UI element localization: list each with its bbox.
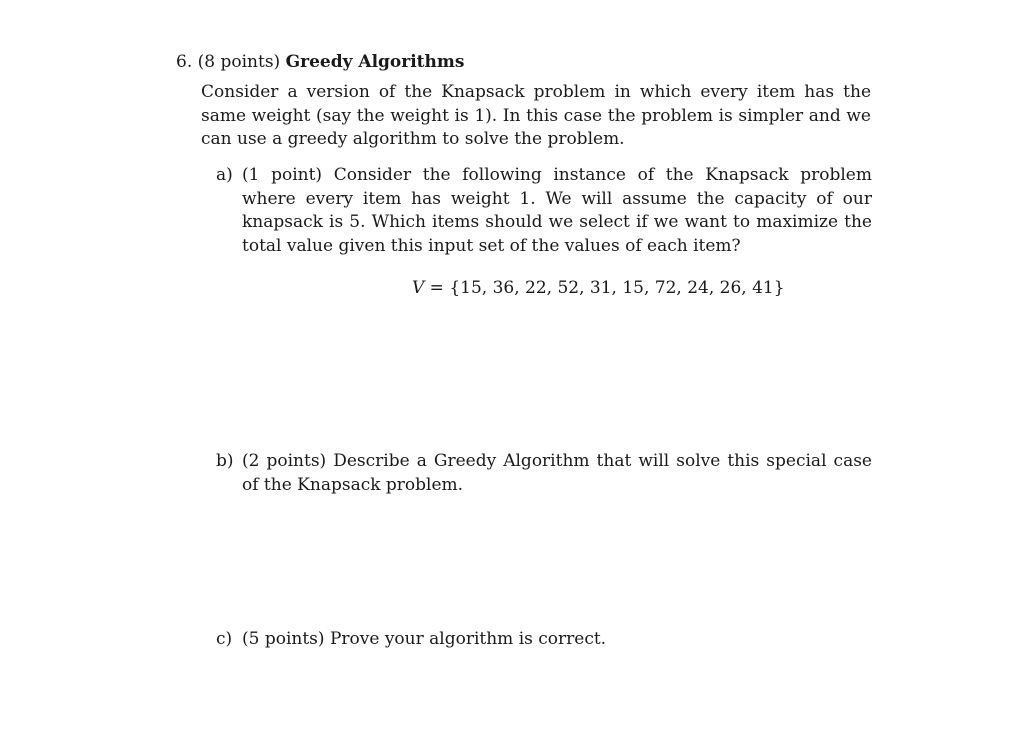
part-a-text: (1 point) Consider the following instance of the Knapsack problem where every item has weight 1. We will assume the capacity of our knapsack is 5. Which items should we select if we want to maximize the total value given this input set of the values of each item? [242,165,872,256]
equation-set: {15, 36, 22, 52, 31, 15, 72, 24, 26, 41} [449,278,785,298]
part-c-text: (5 points) Prove your algorithm is correct. [242,629,607,649]
equation-operator: = [424,278,450,298]
question-points: (8 points) [197,52,281,72]
equation-variable: V [412,278,425,298]
part-c-label: c) [216,629,233,649]
part-b-label: b) [216,451,234,471]
question-intro: Consider a version of the Knapsack problem in which every item has the same weight (say the weight is 1). In this case the problem is simpler and we can use a greedy algorithm to solve the problem. [201,82,871,149]
question-header [176,51,464,73]
value-set-equation [412,277,785,299]
part-a-label: a) [216,165,233,185]
question-title: Greedy Algorithms [285,52,465,72]
question-number: 6. [176,52,193,72]
part-b-text: (2 points) Describe a Greedy Algorithm that will solve this special case of the Knapsack problem. [242,451,872,495]
